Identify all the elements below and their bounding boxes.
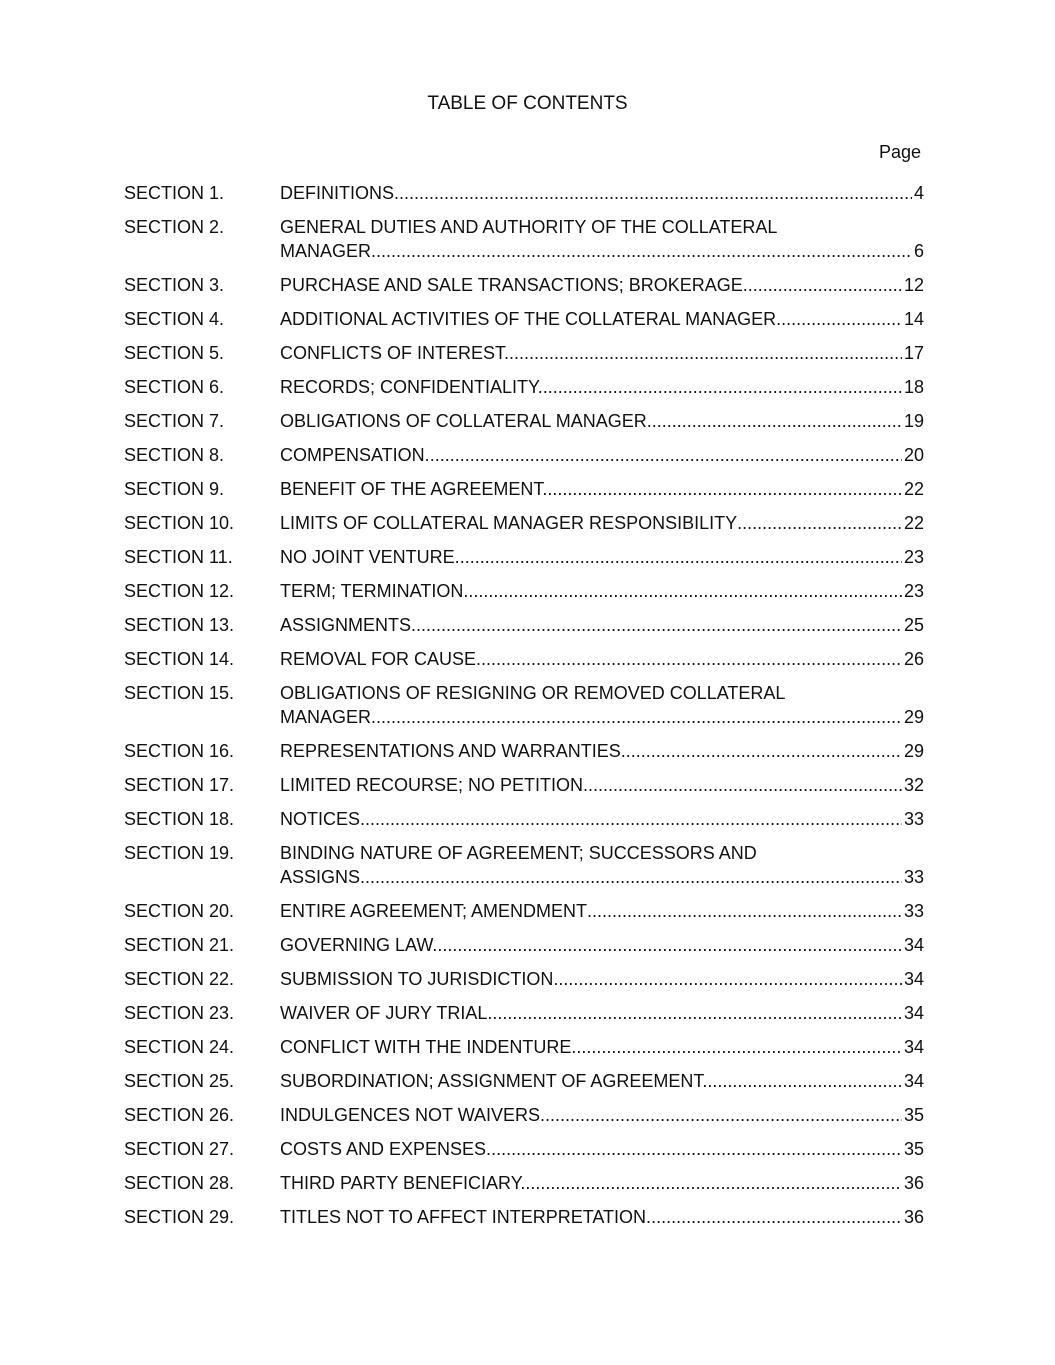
toc-title: TABLE OF CONTENTS xyxy=(427,93,628,114)
entry-body xyxy=(280,739,924,763)
section-number: SECTION 15. xyxy=(124,683,235,703)
dot-leader xyxy=(376,705,902,729)
dot-leader xyxy=(430,443,902,467)
toc-entry[interactable] xyxy=(124,807,924,831)
entry-title: ASSIGNMENTS xyxy=(280,615,412,635)
toc-entry[interactable] xyxy=(124,273,924,297)
page-number: 34 xyxy=(903,935,924,955)
section-number: SECTION 24. xyxy=(124,1037,235,1057)
section-number: SECTION 18. xyxy=(124,809,235,829)
dot-leader xyxy=(509,341,902,365)
entry-title: LIMITS OF COLLATERAL MANAGER RESPONSIBILITY xyxy=(280,513,738,533)
dot-leader xyxy=(365,807,902,831)
entry-title-line xyxy=(280,807,924,831)
section-number: SECTION 17. xyxy=(124,775,235,795)
entry-title: ADDITIONAL ACTIVITIES OF THE COLLATERAL MANAGER. xyxy=(280,309,782,329)
toc-entry[interactable] xyxy=(124,307,924,331)
dot-leader xyxy=(481,647,902,671)
dot-leader xyxy=(587,899,902,923)
entry-body xyxy=(280,1069,924,1093)
toc-entry[interactable] xyxy=(124,1001,924,1025)
dot-leader xyxy=(543,375,902,399)
section-number: SECTION 19. xyxy=(124,843,235,863)
page-number: 26 xyxy=(903,649,924,669)
page-number: 35 xyxy=(903,1139,924,1159)
section-number: SECTION 10. xyxy=(124,513,235,533)
entry-title-line xyxy=(280,341,924,365)
dot-leader xyxy=(525,1171,902,1195)
entry-title: MANAGER. xyxy=(280,707,377,727)
section-number: SECTION 13. xyxy=(124,615,235,635)
dot-leader xyxy=(781,307,902,331)
entry-title-line xyxy=(280,579,924,603)
section-number: SECTION 7. xyxy=(124,411,225,431)
section-number: SECTION 27. xyxy=(124,1139,235,1159)
entry-title-line xyxy=(280,273,924,297)
entry-body xyxy=(280,1001,924,1025)
entry-title: INDULGENCES NOT WAIVERS. xyxy=(280,1105,546,1125)
section-number: SECTION 9. xyxy=(124,479,225,499)
entry-body xyxy=(280,477,924,501)
page-number: 23 xyxy=(903,581,924,601)
dot-leader xyxy=(588,773,902,797)
entry-title-line xyxy=(280,409,924,433)
entry-title: CONFLICTS OF INTEREST. xyxy=(280,343,510,363)
page-number: 34 xyxy=(903,1003,924,1023)
toc-entry[interactable] xyxy=(124,1137,924,1161)
section-number: SECTION 22. xyxy=(124,969,235,989)
dot-leader xyxy=(545,1103,902,1127)
page-number: 19 xyxy=(903,411,924,431)
entry-title-line xyxy=(280,841,924,865)
entry-title: COSTS AND EXPENSES. xyxy=(280,1139,492,1159)
section-number: SECTION 20. xyxy=(124,901,235,921)
toc-entry[interactable] xyxy=(124,477,924,501)
entry-title: SUBORDINATION; ASSIGNMENT OF AGREEMENT. xyxy=(280,1071,708,1091)
page-number: 33 xyxy=(903,809,924,829)
entry-body xyxy=(280,443,924,467)
entry-body xyxy=(280,409,924,433)
toc-entry[interactable] xyxy=(124,375,924,399)
page-number: 33 xyxy=(903,867,924,887)
table-of-contents xyxy=(124,181,924,1239)
dot-leader xyxy=(491,1137,902,1161)
dot-leader xyxy=(651,1205,902,1229)
entry-title: WAIVER OF JURY TRIAL. xyxy=(280,1003,493,1023)
entry-body xyxy=(280,841,924,889)
entry-title: ASSIGNS. xyxy=(280,867,366,887)
entry-title: ENTIRE AGREEMENT; AMENDMENT xyxy=(280,901,588,921)
toc-entry[interactable] xyxy=(124,681,924,729)
entry-title-line xyxy=(280,1205,924,1229)
dot-leader xyxy=(376,239,912,263)
page-number: 6 xyxy=(913,241,924,261)
dot-leader xyxy=(365,865,902,889)
page-number: 36 xyxy=(903,1207,924,1227)
section-number: SECTION 29. xyxy=(124,1207,235,1227)
page-number: 32 xyxy=(903,775,924,795)
dot-leader xyxy=(399,181,912,205)
entry-title-line xyxy=(280,375,924,399)
entry-body xyxy=(280,681,924,729)
entry-body xyxy=(280,375,924,399)
entry-title-line xyxy=(280,1001,924,1025)
entry-title-line xyxy=(280,1171,924,1195)
page-column-header: Page xyxy=(878,142,921,162)
page-number: 17 xyxy=(903,343,924,363)
entry-title-line xyxy=(280,443,924,467)
toc-entry[interactable] xyxy=(124,409,924,433)
section-number: SECTION 5. xyxy=(124,343,225,363)
entry-body xyxy=(280,341,924,365)
page-number: 33 xyxy=(903,901,924,921)
dot-leader xyxy=(411,613,902,637)
toc-entry[interactable] xyxy=(124,1171,924,1195)
toc-entry[interactable] xyxy=(124,841,924,889)
entry-title-line xyxy=(280,647,924,671)
page-number: 14 xyxy=(903,309,924,329)
entry-body xyxy=(280,1103,924,1127)
entry-title-line xyxy=(280,739,924,763)
page-number: 29 xyxy=(903,741,924,761)
page-number: 20 xyxy=(903,445,924,465)
dot-leader xyxy=(707,1069,902,1093)
entry-body xyxy=(280,307,924,331)
toc-entry[interactable] xyxy=(124,511,924,535)
entry-body xyxy=(280,807,924,831)
entry-body xyxy=(280,181,924,205)
toc-entry[interactable] xyxy=(124,579,924,603)
toc-entry[interactable] xyxy=(124,215,924,263)
dot-leader xyxy=(748,273,902,297)
toc-entry[interactable] xyxy=(124,967,924,991)
section-number: SECTION 8. xyxy=(124,445,225,465)
section-number: SECTION 2. xyxy=(124,217,225,237)
entry-title-line xyxy=(280,545,924,569)
page-number: 34 xyxy=(903,969,924,989)
section-number: SECTION 25. xyxy=(124,1071,235,1091)
entry-body xyxy=(280,545,924,569)
page-number: 22 xyxy=(903,513,924,533)
entry-title: REMOVAL FOR CAUSE. xyxy=(280,649,482,669)
page-number: 23 xyxy=(903,547,924,567)
entry-title: MANAGER. xyxy=(280,241,377,261)
entry-title: GENERAL DUTIES AND AUTHORITY OF THE COLLATERAL xyxy=(280,217,778,237)
toc-entry[interactable] xyxy=(124,1035,924,1059)
entry-body xyxy=(280,579,924,603)
entry-title-line xyxy=(280,613,924,637)
dot-leader xyxy=(737,511,902,535)
entry-title: REPRESENTATIONS AND WARRANTIES xyxy=(280,741,621,761)
section-number: SECTION 14. xyxy=(124,649,235,669)
toc-entry[interactable] xyxy=(124,181,924,205)
entry-title: PURCHASE AND SALE TRANSACTIONS; BROKERAGE. xyxy=(280,275,748,295)
section-number: SECTION 3. xyxy=(124,275,225,295)
entry-title: GOVERNING LAW. xyxy=(280,935,438,955)
page-number: 35 xyxy=(903,1105,924,1125)
entry-body xyxy=(280,1205,924,1229)
toc-entry[interactable] xyxy=(124,739,924,763)
dot-leader xyxy=(621,739,902,763)
toc-entry[interactable] xyxy=(124,341,924,365)
entry-title-line xyxy=(280,239,924,263)
entry-title: TERM; TERMINATION xyxy=(280,581,464,601)
dot-leader xyxy=(463,579,902,603)
section-number: SECTION 6. xyxy=(124,377,225,397)
entry-body xyxy=(280,1137,924,1161)
toc-entry[interactable] xyxy=(124,899,924,923)
entry-body xyxy=(280,273,924,297)
entry-body xyxy=(280,647,924,671)
page-number: 25 xyxy=(903,615,924,635)
entry-title: NO JOINT VENTURE. xyxy=(280,547,460,567)
entry-title-line xyxy=(280,1103,924,1127)
page-number: 12 xyxy=(903,275,924,295)
dot-leader xyxy=(437,933,902,957)
dot-leader xyxy=(576,1035,902,1059)
section-number: SECTION 4. xyxy=(124,309,225,329)
page-number: 36 xyxy=(903,1173,924,1193)
entry-body xyxy=(280,1171,924,1195)
page-number: 34 xyxy=(903,1071,924,1091)
entry-title-line xyxy=(280,899,924,923)
section-number: SECTION 28. xyxy=(124,1173,235,1193)
page-number: 29 xyxy=(903,707,924,727)
dot-leader xyxy=(652,409,902,433)
section-number: SECTION 1. xyxy=(124,183,225,203)
entry-title-line xyxy=(280,511,924,535)
toc-entry[interactable] xyxy=(124,1069,924,1093)
entry-title-line xyxy=(280,477,924,501)
entry-title: SUBMISSION TO JURISDICTION. xyxy=(280,969,559,989)
entry-title: COMPENSATION. xyxy=(280,445,430,465)
section-number: SECTION 12. xyxy=(124,581,235,601)
entry-title: THIRD PARTY BENEFICIARY. xyxy=(280,1173,526,1193)
entry-title: NOTICES. xyxy=(280,809,366,829)
entry-title-line xyxy=(280,933,924,957)
entry-title-line xyxy=(280,967,924,991)
entry-body xyxy=(280,773,924,797)
entry-title-line xyxy=(280,1035,924,1059)
entry-title-line xyxy=(280,773,924,797)
toc-entry[interactable] xyxy=(124,933,924,957)
entry-title: BINDING NATURE OF AGREEMENT; SUCCESSORS AND xyxy=(280,843,757,863)
entry-body xyxy=(280,613,924,637)
entry-body xyxy=(280,967,924,991)
toc-entry[interactable] xyxy=(124,613,924,637)
entry-title: OBLIGATIONS OF RESIGNING OR REMOVED COLLATERAL xyxy=(280,683,786,703)
section-number: SECTION 21. xyxy=(124,935,235,955)
toc-entry[interactable] xyxy=(124,1205,924,1229)
entry-body xyxy=(280,511,924,535)
section-number: SECTION 16. xyxy=(124,741,235,761)
toc-entry[interactable] xyxy=(124,773,924,797)
dot-leader xyxy=(547,477,902,501)
entry-title-line xyxy=(280,865,924,889)
entry-title-line xyxy=(280,681,924,705)
entry-title: CONFLICT WITH THE INDENTURE. xyxy=(280,1037,577,1057)
page-number: 4 xyxy=(913,183,924,203)
page-number: 18 xyxy=(903,377,924,397)
dot-leader xyxy=(492,1001,902,1025)
entry-title: LIMITED RECOURSE; NO PETITION. xyxy=(280,775,589,795)
dot-leader xyxy=(558,967,902,991)
entry-body xyxy=(280,933,924,957)
section-number: SECTION 26. xyxy=(124,1105,235,1125)
entry-title-line xyxy=(280,1069,924,1093)
entry-title: BENEFIT OF THE AGREEMENT. xyxy=(280,479,548,499)
toc-entry[interactable] xyxy=(124,443,924,467)
entry-title: DEFINITIONS. xyxy=(280,183,400,203)
entry-title: RECORDS; CONFIDENTIALITY. xyxy=(280,377,543,397)
entry-body xyxy=(280,899,924,923)
entry-body xyxy=(280,1035,924,1059)
page-number: 22 xyxy=(903,479,924,499)
entry-title: TITLES NOT TO AFFECT INTERPRETATION. xyxy=(280,1207,652,1227)
entry-title-line xyxy=(280,181,924,205)
toc-entry[interactable] xyxy=(124,1103,924,1127)
toc-entry[interactable] xyxy=(124,647,924,671)
entry-title-line xyxy=(280,215,924,239)
section-number: SECTION 23. xyxy=(124,1003,235,1023)
entry-body xyxy=(280,215,924,263)
page-number: 34 xyxy=(903,1037,924,1057)
entry-title-line xyxy=(280,1137,924,1161)
toc-entry[interactable] xyxy=(124,545,924,569)
section-number: SECTION 11. xyxy=(124,547,233,567)
entry-title: OBLIGATIONS OF COLLATERAL MANAGER. xyxy=(280,411,652,431)
dot-leader xyxy=(460,545,902,569)
entry-title-line xyxy=(280,705,924,729)
entry-title-line xyxy=(280,307,924,331)
